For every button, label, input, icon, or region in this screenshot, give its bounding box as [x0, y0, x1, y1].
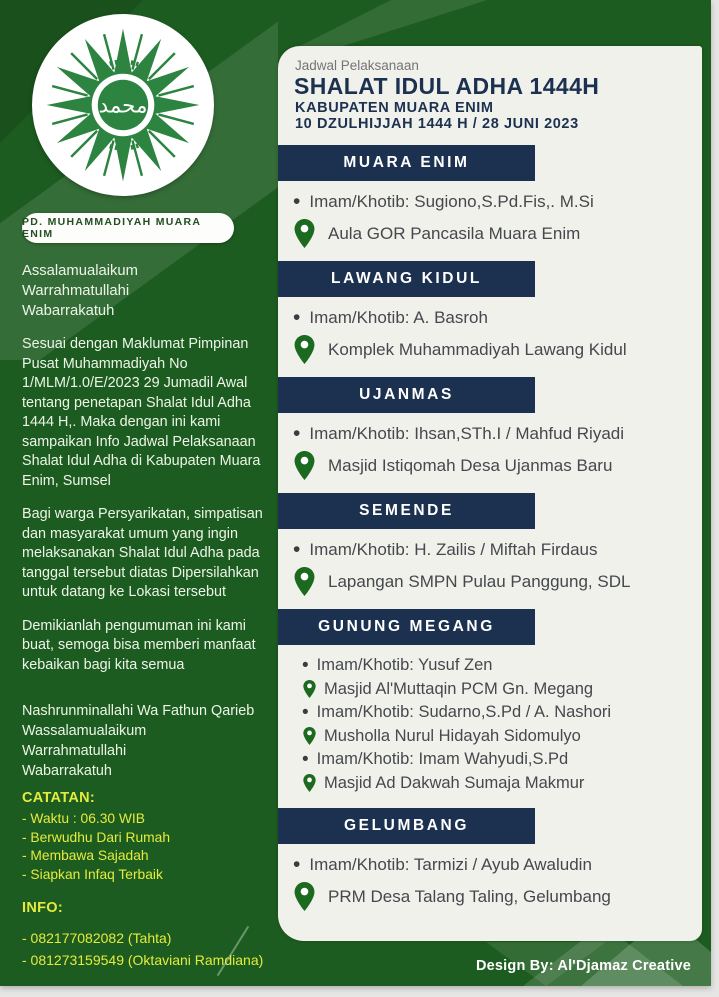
location-line: Musholla Nurul Hidayah Sidomulyo [324, 726, 581, 745]
location-line: Masjid Istiqomah Desa Ujanmas Baru [328, 455, 613, 475]
imam-line: Imam/Khotib: H. Zailis / Miftah Firdaus [309, 540, 598, 559]
location-pin-icon [303, 774, 316, 792]
design-credit: Design By: Al'Djamaz Creative [475, 958, 691, 974]
bullet-icon: • [302, 748, 309, 770]
section-muara-enim [278, 145, 696, 248]
bullet-icon: • [293, 853, 301, 876]
section-ujanmas [278, 377, 696, 480]
greeting-line: Assalamualaikum [22, 263, 138, 279]
section-header: LAWANG KIDUL [278, 261, 535, 297]
announcement-paragraph-3: Demikianlah pengumuman ini kami buat, semoga bisa memberi manfaat kebaikan bagi kita semua [22, 617, 256, 673]
location-pin-icon [294, 882, 315, 911]
closing-line: Wabarrakatuh [22, 763, 112, 779]
catatan-block [22, 790, 266, 884]
section-lawang-kidul [278, 261, 696, 364]
poster-title: SHALAT IDUL ADHA 1444H [294, 73, 600, 99]
catatan-title: CATATAN: [22, 790, 95, 806]
org-badge-label: PD. MUHAMMADIYAH MUARA ENIM [22, 216, 201, 240]
section-gelumbang [278, 808, 696, 911]
location-line: Komplek Muhammadiyah Lawang Kidul [328, 339, 627, 359]
svg-text:محمد: محمد [98, 93, 148, 119]
imam-line: Imam/Khotib: Imam Wahyudi,S.Pd [316, 750, 569, 768]
schedule-card [278, 46, 702, 941]
section-header: UJANMAS [278, 377, 535, 413]
info-phone: - 081273159549 (Oktaviani Ramdiana) [22, 952, 264, 968]
section-header: SEMENDE [278, 493, 535, 529]
bullet-icon: • [293, 538, 301, 561]
section-semende [278, 493, 696, 596]
imam-line: Imam/Khotib: Yusuf Zen [316, 656, 493, 674]
poster-subtitle-date: 10 DZULHIJJAH 1444 H / 28 JUNI 2023 [295, 116, 579, 132]
closing-line: Nashrunminallahi Wa Fathun Qarieb [22, 703, 255, 719]
bullet-icon: • [302, 701, 309, 723]
schedule-kicker: Jadwal Pelaksanaan [295, 58, 419, 73]
location-pin-icon [294, 219, 315, 248]
catatan-item: - Waktu : 06.30 WIB [22, 811, 145, 826]
poster-subtitle-region: KABUPATEN MUARA ENIM [295, 100, 494, 116]
location-pin-icon [294, 567, 315, 596]
announcement-paragraph-2: Bagi warga Persyarikatan, simpatisan dan masyarakat umum yang ingin melaksanakan Shalat Idul Adha pada tanggal tersebut diatas Dipersilahkan untuk datang ke Lokasi tersebut [22, 506, 263, 600]
catatan-item: - Membawa Sajadah [22, 848, 149, 863]
announcement-paragraph-1: Sesuai dengan Maklumat Pimpinan Pusat Muhammadiyah No 1/MLM/1.0/E/2023 29 Jumadil Awal tentang penetapan Shalat Idul Adha 1444 H,. Maka dengan ini kami sampaikan Info Jadwal Pelaksanaan Shalat Idul Adha di Kabupaten Muara Enim, Sumsel [22, 336, 261, 489]
catatan-item: - Berwudhu Dari Rumah [22, 829, 170, 845]
closing-block [22, 701, 266, 781]
muhammadiyah-sunburst-icon [39, 21, 207, 189]
location-line: PRM Desa Talang Taling, Gelumbang [328, 886, 611, 906]
greeting-block [22, 261, 266, 321]
location-line: Masjid Ad Dakwah Sumaja Makmur [324, 773, 585, 792]
location-line: Masjid Al'Muttaqin PCM Gn. Megang [324, 679, 594, 698]
imam-line: Imam/Khotib: Tarmizi / Ayub Awaludin [309, 855, 592, 874]
info-title: INFO: [22, 900, 63, 916]
catatan-item: - Siapkan Infaq Terbaik [22, 866, 163, 882]
closing-line: Warrahmatullahi [22, 743, 127, 759]
location-line: Lapangan SMPN Pulau Panggung, SDL [328, 571, 631, 591]
greeting-line: Warrahmatullahi [22, 283, 130, 299]
info-block [22, 900, 266, 970]
location-pin-icon [303, 680, 316, 698]
bullet-icon: • [293, 422, 301, 445]
location-line: Aula GOR Pancasila Muara Enim [328, 223, 581, 243]
closing-line: Wassalamualaikum [22, 723, 147, 739]
bullet-icon: • [302, 654, 309, 676]
diagonal-decor-topstrip [300, 0, 540, 46]
section-header: GUNUNG MEGANG [278, 609, 535, 645]
org-badge [22, 213, 234, 243]
imam-line: Imam/Khotib: Sugiono,S.Pd.Fis,. M.Si [309, 192, 594, 211]
bullet-icon: • [293, 306, 301, 329]
muhammadiyah-logo [32, 14, 214, 196]
left-column [0, 0, 278, 986]
imam-line: Imam/Khotib: Sudarno,S.Pd / A. Nashori [316, 703, 612, 721]
section-header: GELUMBANG [278, 808, 535, 844]
info-phone: - 082177082082 (Tahta) [22, 930, 172, 946]
greeting-line: Wabarrakatuh [22, 303, 115, 319]
location-pin-icon [294, 451, 315, 480]
bullet-icon: • [293, 190, 301, 213]
section-header: MUARA ENIM [278, 145, 535, 181]
imam-line: Imam/Khotib: Ihsan,STh.I / Mahfud Riyadi [309, 424, 625, 443]
location-pin-icon [294, 335, 315, 364]
location-pin-icon [303, 727, 316, 745]
section-gunung-megang [278, 609, 696, 795]
imam-line: Imam/Khotib: A. Basroh [309, 308, 488, 327]
